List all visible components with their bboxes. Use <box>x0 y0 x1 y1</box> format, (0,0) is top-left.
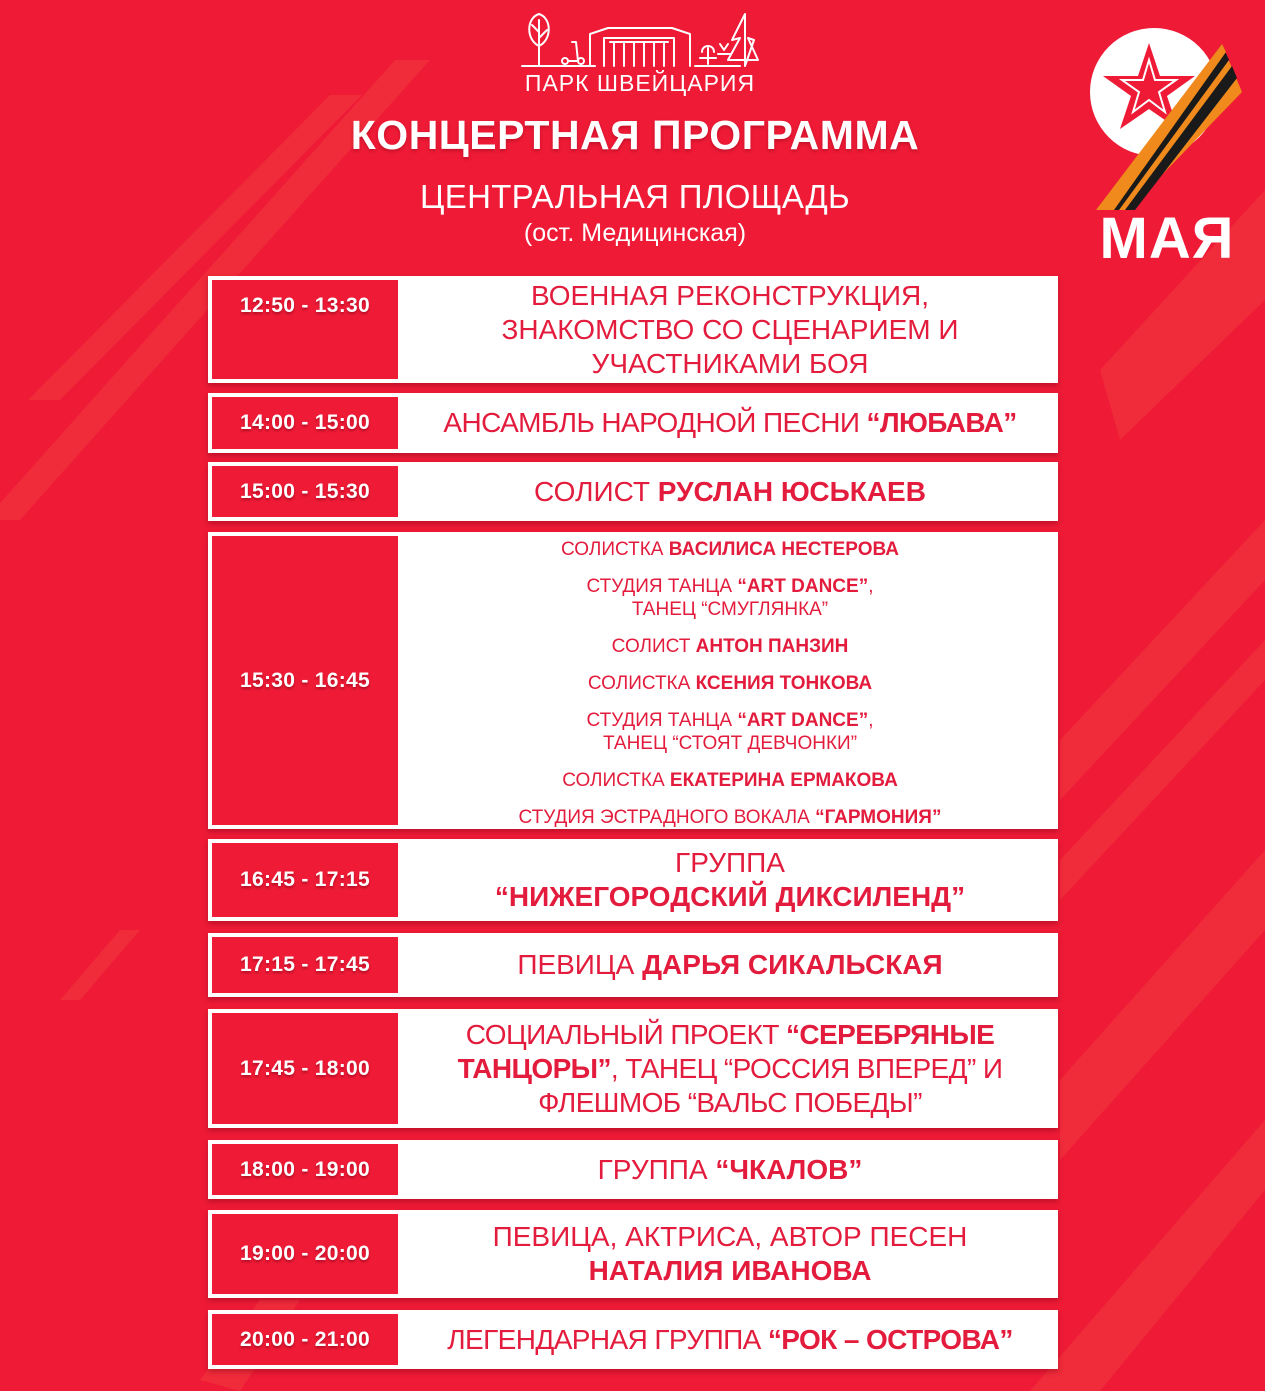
event-text: ПЕВИЦА, АКТРИСА, АВТОР ПЕСЕН <box>492 1221 968 1252</box>
event-text: СОЛИСТ <box>534 475 658 507</box>
schedule-row <box>208 532 1058 829</box>
event-text: ГРУППА <box>597 1153 716 1185</box>
entry-name: “ГАРМОНИЯ” <box>815 807 942 828</box>
event-highlight: НАТАЛИЯ ИВАНОВА <box>588 1255 872 1286</box>
entry-role: СОЛИСТ <box>611 636 696 657</box>
event-text: ФЛЕШМОБ “ВАЛЬС ПОБЕДЫ” <box>538 1086 922 1118</box>
schedule-row <box>208 1310 1058 1369</box>
event-description <box>402 276 1058 383</box>
event-text: АНСАМБЛЬ НАРОДНОЙ ПЕСНИ <box>443 407 867 438</box>
time-slot: 17:15 - 17:45 <box>212 937 398 993</box>
performer-entry <box>612 635 849 658</box>
time-slot: 12:50 - 13:30 <box>212 280 398 379</box>
may-9-badge <box>1082 22 1252 271</box>
event-description <box>402 1140 1058 1199</box>
entry-tail: , <box>868 576 874 597</box>
entry-name: ВАСИЛИСА НЕСТЕРОВА <box>668 539 899 560</box>
entry-line <box>588 672 872 695</box>
event-description <box>402 532 1058 829</box>
event-highlight: ТАНЦОРЫ” <box>457 1052 611 1084</box>
event-text: УЧАСТНИКАМИ БОЯ <box>591 347 869 379</box>
entry-line <box>561 538 899 561</box>
event-text: ВОЕННАЯ РЕКОНСТРУКЦИЯ, <box>530 279 930 311</box>
event-line <box>493 1220 968 1254</box>
nine-ribbon-star-icon <box>1082 22 1252 212</box>
entry-name: КСЕНИЯ ТОНКОВА <box>695 673 873 694</box>
performer-entry <box>587 709 874 755</box>
event-line <box>466 1018 994 1052</box>
event-highlight: “НИЖЕГОРОДСКИЙ ДИКСИЛЕНД” <box>494 881 966 912</box>
time-slot: 20:00 - 21:00 <box>212 1314 398 1365</box>
schedule-row <box>208 1009 1058 1128</box>
event-text: ГРУППА <box>675 847 785 878</box>
entry-tail: , <box>868 710 874 731</box>
event-highlight: РУСЛАН ЮСЬКАЕВ <box>657 475 926 507</box>
event-line <box>598 1153 863 1187</box>
event-highlight: “СЕРЕБРЯНЫЕ <box>786 1018 995 1050</box>
event-description <box>402 933 1058 997</box>
entry-role: СОЛИСТКА <box>562 770 670 791</box>
entry-role: СОЛИСТКА <box>561 539 669 560</box>
entry-role: СТУДИЯ ТАНЦА <box>586 710 738 731</box>
event-description <box>402 393 1058 453</box>
event-description <box>402 1210 1058 1298</box>
badge-month: МАЯ <box>1099 206 1235 271</box>
performer-entry <box>588 672 872 695</box>
performer-entry <box>561 538 899 561</box>
event-line <box>458 1052 1003 1086</box>
entry-role: СОЛИСТКА <box>587 673 696 694</box>
event-description <box>402 1009 1058 1128</box>
time-slot: 14:00 - 15:00 <box>212 397 398 449</box>
entry-role: СТУДИЯ ЭСТРАДНОГО ВОКАЛА <box>518 807 816 828</box>
event-line <box>534 475 926 509</box>
park-logo <box>520 8 760 100</box>
schedule-row <box>208 462 1058 521</box>
event-description <box>402 462 1058 521</box>
entry-name: “ART DANCE” <box>737 576 869 597</box>
entry-name: АНТОН ПАНЗИН <box>695 636 849 657</box>
entry-role: СТУДИЯ ТАНЦА <box>586 576 738 597</box>
event-text: ЛЕГЕНДАРНАЯ ГРУППА <box>447 1323 768 1355</box>
bus-stop: (ост. Медицинская) <box>523 219 747 247</box>
schedule-row <box>208 839 1058 921</box>
event-description <box>402 1310 1058 1369</box>
schedule-row <box>208 1210 1058 1298</box>
event-highlight: ДАРЬЯ СИКАЛЬСКАЯ <box>642 949 943 980</box>
event-text: ЗНАКОМСТВО СО СЦЕНАРИЕМ И <box>501 313 959 345</box>
event-line <box>592 347 869 381</box>
performer-entry <box>587 575 874 621</box>
entry-line <box>562 769 898 792</box>
time-slot: 15:30 - 16:45 <box>212 536 398 825</box>
entry-name: “ART DANCE” <box>737 710 869 731</box>
entry-line-2: ТАНЕЦ “СТОЯТ ДЕВЧОНКИ” <box>602 733 858 754</box>
time-slot: 19:00 - 20:00 <box>212 1214 398 1294</box>
time-slot: 15:00 - 15:30 <box>212 466 398 517</box>
event-text: ПЕВИЦА <box>517 949 643 980</box>
time-slot: 17:45 - 18:00 <box>212 1013 398 1124</box>
schedule-row <box>208 393 1058 453</box>
event-text-tail: , ТАНЕЦ “РОССИЯ ВПЕРЕД” И <box>610 1052 1003 1084</box>
event-highlight: “РОК – ОСТРОВА” <box>767 1323 1013 1355</box>
entry-line <box>587 709 874 732</box>
logo-text: ПАРК ШВЕЙЦАРИЯ <box>524 70 756 96</box>
park-skyline-icon <box>520 8 760 70</box>
entry-line <box>587 575 874 598</box>
event-line <box>589 1254 872 1288</box>
entry-name: ЕКАТЕРИНА ЕРМАКОВА <box>669 770 898 791</box>
event-line <box>443 406 1016 440</box>
event-line <box>517 948 942 982</box>
event-line <box>495 880 965 914</box>
event-line <box>447 1323 1013 1357</box>
venue-name: ЦЕНТРАЛЬНАЯ ПЛОЩАДЬ <box>420 178 850 215</box>
performer-entry <box>519 806 942 829</box>
schedule-row <box>208 276 1058 383</box>
entry-line-2: ТАНЕЦ “СМУГЛЯНКА” <box>631 599 829 620</box>
event-highlight: “ЧКАЛОВ” <box>715 1153 863 1185</box>
performer-entry <box>562 769 898 792</box>
entry-line <box>612 635 849 658</box>
time-slot: 16:45 - 17:15 <box>212 843 398 917</box>
entry-line <box>519 806 942 829</box>
page-title: КОНЦЕРТНАЯ ПРОГРАММА <box>350 112 920 158</box>
schedule-row <box>208 933 1058 997</box>
event-line <box>531 279 929 313</box>
event-line <box>675 846 785 880</box>
time-slot: 18:00 - 19:00 <box>212 1144 398 1195</box>
event-description <box>402 839 1058 921</box>
event-line <box>502 313 959 347</box>
event-text: СОЦИАЛЬНЫЙ ПРОЕКТ <box>465 1018 787 1050</box>
event-line <box>538 1086 922 1120</box>
schedule-row <box>208 1140 1058 1199</box>
event-highlight: “ЛЮБАВА” <box>866 407 1017 438</box>
